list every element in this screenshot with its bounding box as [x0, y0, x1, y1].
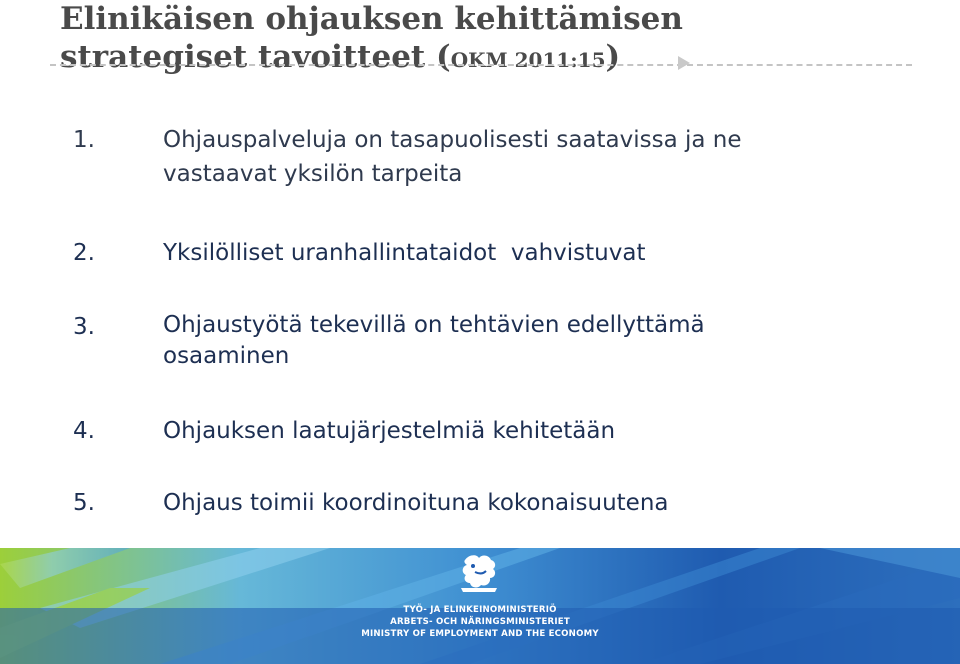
- goal-number: 5.: [73, 490, 95, 516]
- goal-number: 2.: [73, 240, 95, 266]
- goal-text: Ohjauspalveluja on tasapuolisesti saatavissa ja ne vastaavat yksilön tarpeita: [163, 127, 742, 187]
- slide-title: [60, 0, 683, 79]
- goal-number: 4.: [73, 418, 95, 444]
- title-source: OKM 2011:15: [450, 48, 606, 72]
- ministry-name-fi: TYÖ- JA ELINKEINOMINISTERIÖ: [403, 605, 557, 615]
- goal-text: Ohjaus toimii koordinoituna kokonaisuutena: [163, 490, 669, 516]
- ministry-name: [356, 604, 604, 640]
- divider-arrow-icon: [678, 56, 690, 70]
- title-line-2-text: strategiset tavoitteet (: [60, 39, 451, 75]
- title-line-1: Elinikäisen ohjauksen kehittämisen: [60, 1, 683, 37]
- ministry-name-en: MINISTRY OF EMPLOYMENT AND THE ECONOMY: [361, 629, 599, 639]
- goal-number: 3.: [73, 314, 95, 340]
- title-divider: [50, 64, 912, 66]
- goal-text: Ohjauksen laatujärjestelmiä kehitetään: [163, 418, 616, 444]
- title-close: ): [605, 39, 621, 75]
- finnish-lion-crest-icon: [455, 552, 503, 598]
- goal-number: 1.: [73, 127, 95, 153]
- ministry-name-sv: ARBETS- OCH NÄRINGSMINISTERIET: [390, 617, 570, 627]
- goal-text: Ohjaustyötä tekevillä on tehtävien edellyttämä osaaminen: [163, 312, 705, 369]
- goal-text: Yksilölliset uranhallintataidot vahvistuvat: [163, 240, 646, 266]
- title-line-2: [60, 38, 683, 79]
